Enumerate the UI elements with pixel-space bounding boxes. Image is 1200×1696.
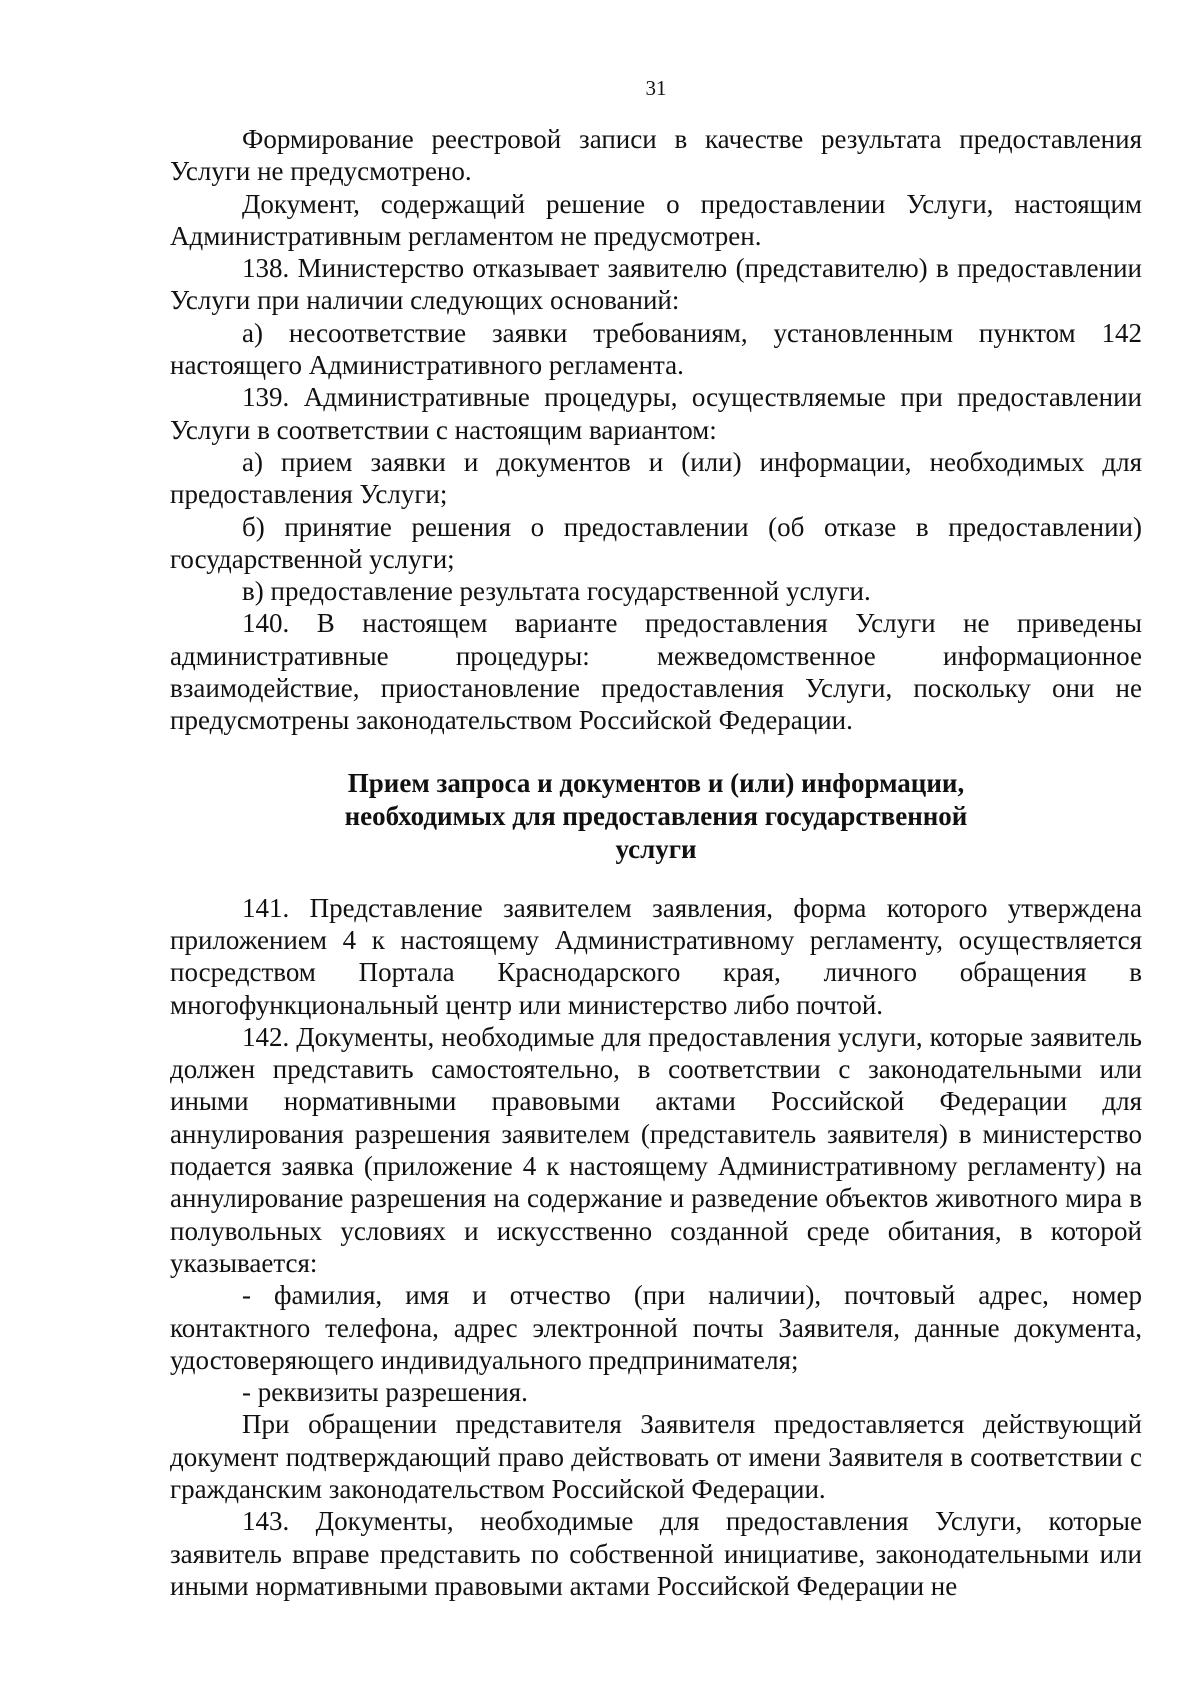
paragraph-142: 142. Документы, необходимые для предоставления услуги, которые заявитель должен представить самостоятельно, в соответствии с законодательными или иными нормативными правовыми актами Российской Федерации для аннулирования разрешения заявителем (представитель заявителя) в министерство подается заявка (приложение 4 к настоящему Административному регламенту) на аннулирование разрешения на содержание и разведение объектов животного мира в полувольных условиях и искусственно созданной среде обитания, в которой указывается: [170,1021,1142,1278]
heading-line: необходимых для предоставления государственной [344,800,968,831]
list-item: - реквизиты разрешения. [242,1377,528,1408]
paragraph: Документ, содержащий решение о предоставлении Услуги, настоящим Административным регламентом не предусмотрен. [170,188,1142,251]
paragraph-141: 141. Представление заявителем заявления, форма которого утверждена приложением 4 к настоящему Административному регламенту, осуществляется посредством Портала Краснодарского края, личного обращения в многофункциональный центр или министерство либо почтой. [170,892,1142,1020]
paragraph: При обращении представителя Заявителя предоставляется действующий документ подтверждающий право действовать от имени Заявителя в соответствии с гражданским законодательством Российской Федерации. [170,1409,1142,1504]
section-heading [170,767,1142,866]
paragraph-139-v: в) предоставление результата государственной услуги. [242,576,871,607]
paragraph-138: 138. Министерство отказывает заявителю (представителю) в предоставлении Услуги при наличии следующих оснований: [170,253,1142,316]
document-body [170,123,1142,1602]
document-page [170,0,1142,1696]
paragraph-139: 139. Административные процедуры, осуществляемые при предоставлении Услуги в соответствии с настоящим вариантом: [170,382,1142,445]
paragraph: Формирование реестровой записи в качестве результата предоставления Услуги не предусмотрено. [170,124,1142,187]
paragraph-139-a: а) прием заявки и документов и (или) информации, необходимых для предоставления Услуги; [170,446,1142,510]
heading-line: услуги [615,833,697,864]
paragraph-138-a: а) несоответствие заявки требованиям, установленным пунктом 142 настоящего Административного регламента. [170,317,1142,381]
paragraph-140: 140. В настоящем варианте предоставления Услуги не приведены административные процедуры: межведомственное информационное взаимодействие, приостановление предоставления Услуги, поскольку они не предусмотрены законодательством Российской Федерации. [170,608,1142,736]
paragraph-143: 143. Документы, необходимые для предоставления Услуги, которые заявитель вправе представить по собственной инициативе, законодательными или иными нормативными правовыми актами Российской Федерации не [170,1506,1142,1601]
heading-line: Прием запроса и документов и (или) информации, [347,767,965,798]
paragraph-139-b: б) принятие решения о предоставлении (об отказе в предоставлении) государственной услуги; [170,511,1142,574]
list-item: - фамилия, имя и отчество (при наличии), почтовый адрес, номер контактного телефона, адрес электронной почты Заявителя, данные документа, удостоверяющего индивидуального предпринимателя; [170,1280,1142,1375]
page-number: 31 [645,76,667,100]
